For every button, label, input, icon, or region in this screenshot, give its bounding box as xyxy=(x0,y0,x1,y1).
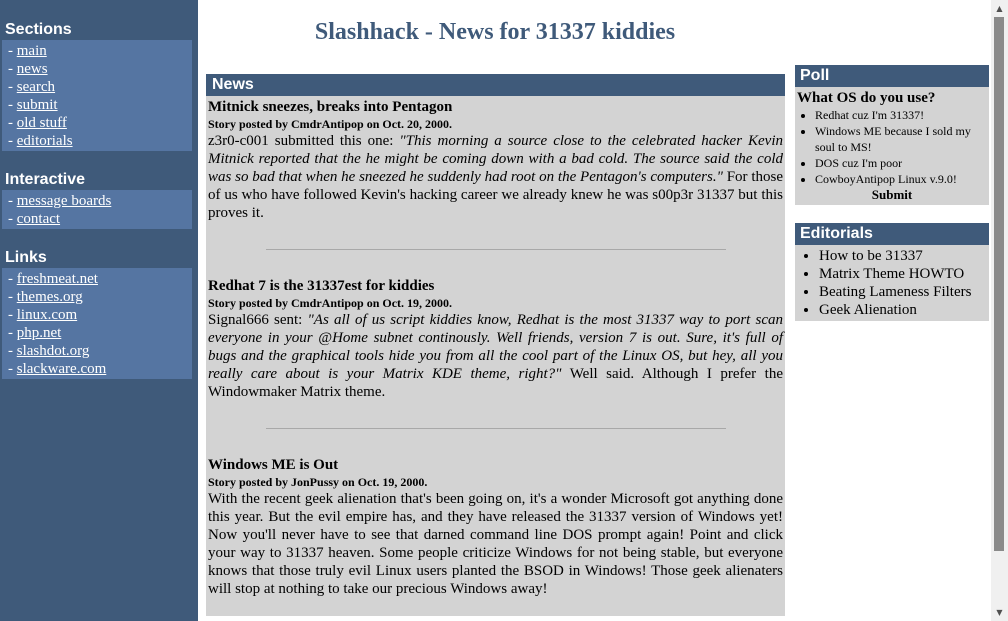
story-byline: Story posted by JonPussy on Oct. 19, 2000. xyxy=(208,475,428,489)
story-quote: "This morning a source close to the celebrated hacker Kevin Mitnick reported that the he might be coming down with a bad cold. The source said the cold was so bad that when he sneezed he suddenly had root on the Pentagon's computers." xyxy=(208,133,783,185)
link-search[interactable]: search xyxy=(16,79,56,95)
editorial-item[interactable]: • Matrix Theme HOWTO xyxy=(819,265,987,283)
sidebar-item-editorials: - editorials xyxy=(8,133,73,149)
poll-option[interactable]: • Redhat cuz I'm 31337! xyxy=(815,107,987,123)
link-main[interactable]: main xyxy=(16,43,47,59)
editorials-heading: Editorials xyxy=(795,223,989,245)
story-divider xyxy=(266,249,726,250)
sidebar-item-php: - php.net xyxy=(8,325,62,341)
sidebar-item-contact: - contact xyxy=(8,211,61,227)
story-intro: z3r0-c001 submitted this one: xyxy=(208,133,400,149)
editorial-item[interactable]: • Beating Lameness Filters xyxy=(819,283,987,301)
link-editorials[interactable]: editorials xyxy=(16,133,73,149)
links-title: Links xyxy=(5,249,47,266)
interactive-links xyxy=(2,190,192,229)
story-intro: With the recent geek alienation that's been going on, it's a wonder Microsoft got anything done this year. But the evil empire has, and they have released the 31337 version of Windows yet! Now you'll never have to see that darned command line DOS prompt again! Point and click your way to 31337 heaven. Some people criticize Windows for not being stable, but everyone knows that those truly evil Linux users planted the BSOD in Windows! Those geek alienaters will stop at nothing to take our precious Windows away! xyxy=(208,491,783,597)
sections-title: Sections xyxy=(5,21,72,38)
story-byline: Story posted by CmdrAntipop on Oct. 19, 2000. xyxy=(208,296,453,310)
links-block xyxy=(0,248,198,379)
sections-links xyxy=(2,40,192,151)
link-slackware[interactable]: slackware.com xyxy=(16,361,107,377)
sections-block xyxy=(0,20,198,151)
story-quote: "As all of us script kiddies know, Redhat is the most 31337 way to port scan everyone in your @Home subnet continously. Well friends, version 7 is out. Sure, it's full of bugs and the graphical tools hide you from all the cool part of the Linux OS, but hey, all you really care about is your Matrix KDE theme, right?" xyxy=(208,312,783,382)
site-title: Slashhack - News for 31337 kiddies xyxy=(314,19,676,45)
scroll-down-icon[interactable]: ▼ xyxy=(996,608,1003,617)
story xyxy=(208,277,783,401)
sidebar-item-news: - news xyxy=(8,61,48,77)
scroll-up-icon[interactable]: ▲ xyxy=(996,4,1003,13)
sidebar-item-slashdot: - slashdot.org xyxy=(8,343,90,359)
story-title: Windows ME is Out xyxy=(208,457,339,473)
poll-option[interactable]: • Windows ME because I sold my soul to MS! xyxy=(815,123,987,155)
link-old-stuff[interactable]: old stuff xyxy=(16,115,67,131)
sidebar-item-message-boards: - message boards xyxy=(8,193,112,209)
sidebar-item-search: - search xyxy=(8,79,56,95)
story-outro: For those of us who have followed Kevin's hacking career we already knew he was s00p3r 31337 but this proves it. xyxy=(208,169,784,221)
story-divider xyxy=(266,428,726,429)
poll-submit-button[interactable]: Submit xyxy=(871,187,913,202)
interactive-title: Interactive xyxy=(5,171,86,188)
news-heading: News xyxy=(206,74,785,96)
story xyxy=(208,456,783,598)
story-outro: Well said. Although I prefer the Windowmaker Matrix theme. xyxy=(208,366,783,400)
story-title: Redhat 7 is the 31337est for kiddies xyxy=(208,278,435,294)
poll-question: What OS do you use? xyxy=(797,90,936,106)
link-submit[interactable]: submit xyxy=(16,97,58,113)
story xyxy=(208,98,783,222)
poll-option[interactable]: • DOS cuz I'm poor xyxy=(815,155,987,171)
poll-options xyxy=(797,107,987,187)
left-sidebar xyxy=(0,0,198,621)
story-byline: Story posted by CmdrAntipop on Oct. 20, 2000. xyxy=(208,117,453,131)
poll-option[interactable]: • CowboyAntipop Linux v.9.0! xyxy=(815,171,987,187)
sidebar-item-themes: - themes.org xyxy=(8,289,83,305)
sidebar-item-main: - main xyxy=(8,43,47,59)
story-text xyxy=(208,490,783,598)
editorials-panel xyxy=(795,245,989,321)
story-title: Mitnick sneezes, breaks into Pentagon xyxy=(208,99,453,115)
vertical-scrollbar[interactable] xyxy=(991,0,1008,621)
link-news[interactable]: news xyxy=(16,61,48,77)
link-freshmeat[interactable]: freshmeat.net xyxy=(16,271,98,287)
poll-heading: Poll xyxy=(795,65,989,87)
link-contact[interactable]: contact xyxy=(16,211,61,227)
link-message-boards[interactable]: message boards xyxy=(16,193,112,209)
external-links xyxy=(2,268,192,379)
story-text xyxy=(208,132,783,222)
link-themes[interactable]: themes.org xyxy=(16,289,83,305)
sidebar-item-old-stuff: - old stuff xyxy=(8,115,67,131)
editorials-list xyxy=(797,247,987,319)
sidebar-item-linux: - linux.com xyxy=(8,307,78,323)
sidebar-item-slackware: - slackware.com xyxy=(8,361,107,377)
news-panel xyxy=(206,96,785,616)
link-linux[interactable]: linux.com xyxy=(16,307,78,323)
editorial-item[interactable]: • How to be 31337 xyxy=(819,247,987,265)
story-text xyxy=(208,311,783,401)
editorial-item[interactable]: • Geek Alienation xyxy=(819,301,987,319)
sidebar-item-freshmeat: - freshmeat.net xyxy=(8,271,98,287)
interactive-block xyxy=(0,170,198,229)
sidebar-item-submit: - submit xyxy=(8,97,58,113)
scroll-thumb[interactable] xyxy=(994,17,1004,551)
poll-panel xyxy=(795,87,989,205)
story-intro: Signal666 sent: xyxy=(208,312,308,328)
link-slashdot[interactable]: slashdot.org xyxy=(16,343,90,359)
link-php[interactable]: php.net xyxy=(16,325,62,341)
